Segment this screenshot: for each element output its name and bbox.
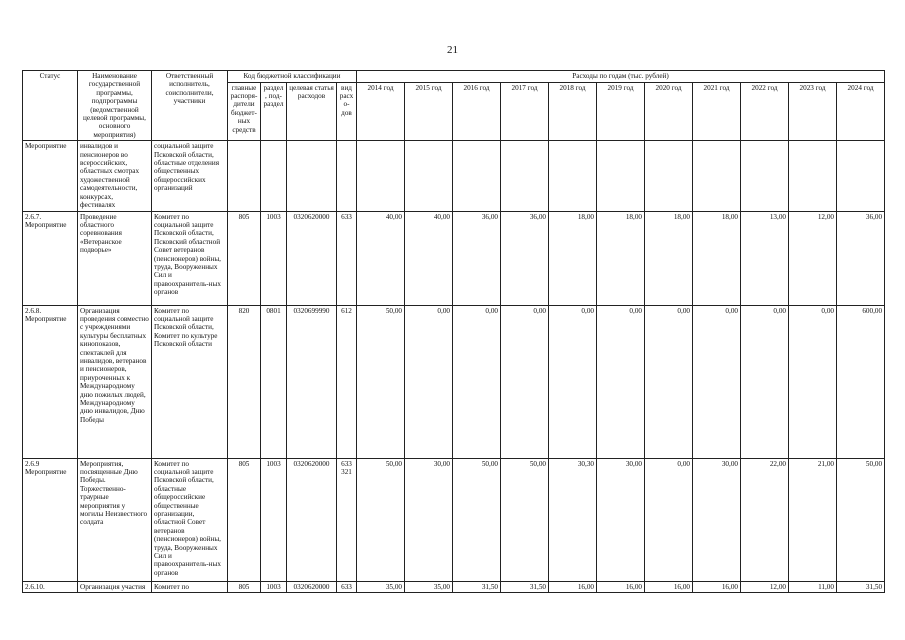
- cell-value: 12,00: [789, 211, 837, 305]
- cell-vr: 633: [337, 211, 357, 305]
- cell-value: 13,00: [741, 211, 789, 305]
- cell-value: [453, 141, 501, 211]
- cell-name: Организация проведения совместно с учреждениями культуры бесплатных кинопоказов, спектаклей для инвалидов, ветеранов и пенсионеров, приуроченных к Международному дню пожилых людей, Международному дню инвалидов, Дню Победы: [78, 305, 152, 458]
- cell-value: 600,00: [837, 305, 885, 458]
- cell-executor: Комитет по социальной защите Псковской области, областные общероссийские общественные организации, областной Совет ветеранов (пенсионеров) войны, труда, Вооруженных Сил и правоохранитель-ных органов: [152, 458, 228, 581]
- header-executor: Ответственный исполнитель, соисполнители, участники: [152, 71, 228, 141]
- header-year: 2021 год: [693, 82, 741, 141]
- header-expenses: Расходы по годам (тыс. рублей): [357, 71, 885, 83]
- table-row: [23, 305, 885, 458]
- cell-razdel: 1003: [261, 458, 287, 581]
- cell-value: 18,00: [597, 211, 645, 305]
- cell-value: 11,00: [789, 581, 837, 592]
- cell-value: 36,00: [501, 211, 549, 305]
- cell-value: [501, 141, 549, 211]
- cell-value: 0,00: [549, 305, 597, 458]
- cell-value: 12,00: [741, 581, 789, 592]
- header-name: Наименование государственной программы, подпрограммы (ведомственной целевой программы, основного мероприятия): [78, 71, 152, 141]
- cell-csr: 0320620000: [287, 211, 337, 305]
- cell-vr: 633: [337, 581, 357, 592]
- cell-name: Проведение областного соревнования «Ветеранское подворье»: [78, 211, 152, 305]
- cell-status: Мероприятие: [23, 141, 78, 211]
- cell-value: 40,00: [405, 211, 453, 305]
- header-year: 2020 год: [645, 82, 693, 141]
- header-glavny: главные распоря-дители бюджет-ных средств: [228, 82, 261, 141]
- table-row: [23, 458, 885, 581]
- cell-value: 0,00: [597, 305, 645, 458]
- cell-value: 16,00: [597, 581, 645, 592]
- cell-value: 35,00: [357, 581, 405, 592]
- cell-glavny: 820: [228, 305, 261, 458]
- cell-value: 50,00: [357, 305, 405, 458]
- cell-value: 16,00: [645, 581, 693, 592]
- cell-value: 0,00: [789, 305, 837, 458]
- cell-value: [837, 141, 885, 211]
- page-number: 21: [447, 44, 458, 56]
- cell-value: 0,00: [741, 305, 789, 458]
- cell-csr: [287, 141, 337, 211]
- cell-value: 31,50: [837, 581, 885, 592]
- header-year: 2018 год: [549, 82, 597, 141]
- cell-value: 21,00: [789, 458, 837, 581]
- header-year: 2014 год: [357, 82, 405, 141]
- cell-value: [789, 141, 837, 211]
- cell-value: 31,50: [453, 581, 501, 592]
- table-row: [23, 141, 885, 211]
- cell-value: 36,00: [837, 211, 885, 305]
- cell-glavny: 805: [228, 581, 261, 592]
- table-row: [23, 211, 885, 305]
- header-csr: целевая статья расходов: [287, 82, 337, 141]
- header-razdel: раздел, под-раздел: [261, 82, 287, 141]
- cell-value: 16,00: [693, 581, 741, 592]
- cell-csr: 0320620000: [287, 581, 337, 592]
- cell-glavny: 805: [228, 211, 261, 305]
- cell-value: 18,00: [549, 211, 597, 305]
- header-status: Статус: [23, 71, 78, 141]
- cell-executor: Комитет по: [152, 581, 228, 592]
- cell-razdel: [261, 141, 287, 211]
- cell-value: 30,30: [549, 458, 597, 581]
- header-year: 2017 год: [501, 82, 549, 141]
- cell-value: 50,00: [357, 458, 405, 581]
- cell-vr: 612: [337, 305, 357, 458]
- cell-value: 50,00: [453, 458, 501, 581]
- cell-executor: Комитет по социальной защите Псковской области, Псковский областной Совет ветеранов (пенсионеров) войны, труда, Вооруженных Сил и правоохранитель-ных органов: [152, 211, 228, 305]
- cell-value: [549, 141, 597, 211]
- cell-razdel: 0801: [261, 305, 287, 458]
- cell-csr: 0320699990: [287, 305, 337, 458]
- cell-value: 30,00: [405, 458, 453, 581]
- cell-value: 30,00: [693, 458, 741, 581]
- cell-value: 36,00: [453, 211, 501, 305]
- cell-value: 30,00: [597, 458, 645, 581]
- cell-razdel: 1003: [261, 581, 287, 592]
- cell-value: [597, 141, 645, 211]
- header-year: 2024 год: [837, 82, 885, 141]
- cell-value: [357, 141, 405, 211]
- header-budget-code: Код бюджетной классификации: [228, 71, 357, 83]
- cell-name: Мероприятия, посвященные Дню Победы. Торжественно-траурные мероприятия у могилы Неизвестного солдата: [78, 458, 152, 581]
- cell-status: 2.6.10.: [23, 581, 78, 592]
- cell-value: [741, 141, 789, 211]
- cell-vr: [337, 141, 357, 211]
- cell-value: 0,00: [645, 458, 693, 581]
- cell-value: 31,50: [501, 581, 549, 592]
- cell-executor: Комитет по социальной защите Псковской области, Комитет по культуре Псковской области: [152, 305, 228, 458]
- header-year: 2015 год: [405, 82, 453, 141]
- cell-glavny: [228, 141, 261, 211]
- cell-value: 16,00: [549, 581, 597, 592]
- cell-value: [645, 141, 693, 211]
- cell-name: инвалидов и пенсионеров во всероссийских, областных смотрах художественной самодеятельности, конкурсах, фестивалях: [78, 141, 152, 211]
- cell-status: 2.6.8. Мероприятие: [23, 305, 78, 458]
- table-row: [23, 581, 885, 592]
- header-year: 2023 год: [789, 82, 837, 141]
- cell-value: 50,00: [501, 458, 549, 581]
- cell-value: 22,00: [741, 458, 789, 581]
- header-year: 2022 год: [741, 82, 789, 141]
- cell-razdel: 1003: [261, 211, 287, 305]
- header-vr: вид расхо-дов: [337, 82, 357, 141]
- header-year: 2019 год: [597, 82, 645, 141]
- cell-value: 0,00: [453, 305, 501, 458]
- cell-value: 0,00: [501, 305, 549, 458]
- cell-executor: социальной защите Псковской области, областные отделения общественных общероссийских организаций: [152, 141, 228, 211]
- cell-glavny: 805: [228, 458, 261, 581]
- cell-value: 0,00: [693, 305, 741, 458]
- cell-value: 0,00: [645, 305, 693, 458]
- cell-vr: 633 321: [337, 458, 357, 581]
- cell-value: [405, 141, 453, 211]
- header-year: 2016 год: [453, 82, 501, 141]
- budget-table: [22, 70, 885, 593]
- cell-value: 35,00: [405, 581, 453, 592]
- cell-value: 40,00: [357, 211, 405, 305]
- cell-value: 50,00: [837, 458, 885, 581]
- cell-value: 18,00: [645, 211, 693, 305]
- cell-value: [693, 141, 741, 211]
- cell-value: 0,00: [405, 305, 453, 458]
- cell-value: 18,00: [693, 211, 741, 305]
- cell-status: 2.6.7. Мероприятие: [23, 211, 78, 305]
- cell-name: Организация участия: [78, 581, 152, 592]
- cell-csr: 0320620000: [287, 458, 337, 581]
- cell-status: 2.6.9 Мероприятие: [23, 458, 78, 581]
